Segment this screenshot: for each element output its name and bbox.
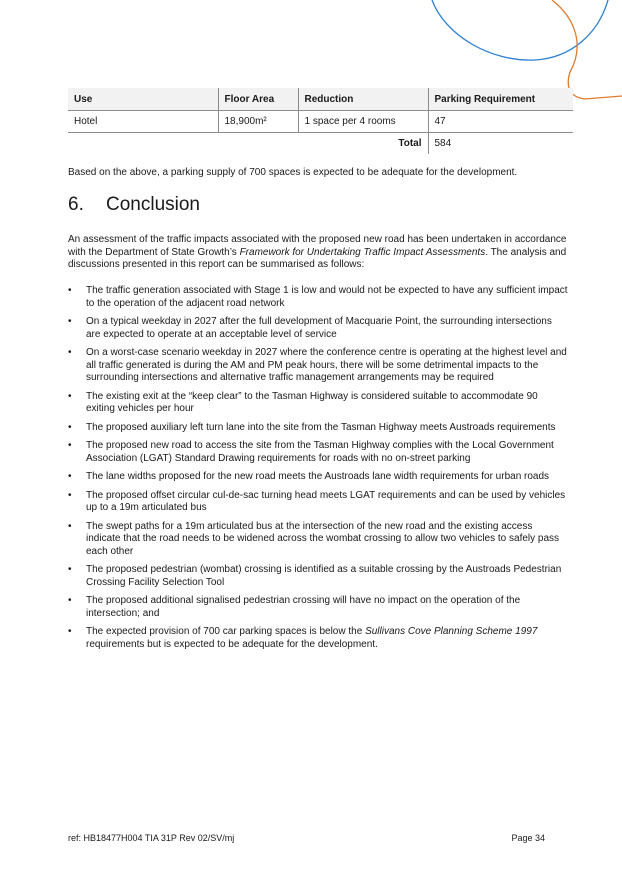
blue-arc bbox=[432, 0, 608, 60]
table-total-row bbox=[68, 133, 573, 155]
bullet-icon: • bbox=[68, 316, 72, 327]
footer-reference: ref: HB18477H004 TIA 31P Rev 02/SV/mj bbox=[68, 833, 235, 843]
list-item: • The proposed new road to access the site from the Tasman Highway complies with the Local Government Association (LGAT) Standard Drawing requirements for roads with no on-street parking bbox=[68, 440, 554, 464]
intro-paragraph: An assessment of the traffic impacts associated with the proposed new road has been undertaken in accordance with the Department of State Growth’s Framework for Undertaking Traffic Impact Assessments. The analysis and discussions presented in this report can be summarised as follows: bbox=[68, 234, 567, 270]
page-number: Page 34 bbox=[511, 833, 545, 843]
section-number: 6. bbox=[68, 194, 84, 215]
list-item: • On a worst-case scenario weekday in 2027 where the conference centre is operating at the highest level and all traffic generated is during the AM and PM peak hours, there will be some detrimental impacts to the surrounding intersections and alternative traffic management arrangements may be required bbox=[68, 347, 567, 383]
planning-scheme-title: Sullivans Cove Planning Scheme 1997 bbox=[365, 626, 538, 637]
bullet-icon: • bbox=[68, 421, 72, 433]
orange-arc bbox=[552, 0, 622, 99]
findings-list bbox=[68, 285, 568, 657]
table-row bbox=[68, 111, 573, 133]
section-title: Conclusion bbox=[106, 194, 200, 215]
bullet-icon: • bbox=[68, 520, 72, 532]
cell-requirement: 47 bbox=[428, 111, 573, 133]
list-item: • The traffic generation associated with Stage 1 is low and would not be expected to have any sufficient impact to the operation of the adjacent road network bbox=[68, 285, 568, 309]
list-item: • The proposed pedestrian (wombat) crossing is identified as a suitable crossing by the Austroads Pedestrian Crossing Facility Selection Tool bbox=[68, 564, 562, 588]
list-item: • The proposed additional signalised pedestrian crossing will have no impact on the operation of the intersection; and bbox=[68, 595, 521, 619]
total-label: Total bbox=[398, 138, 422, 149]
bullet-icon: • bbox=[68, 440, 72, 451]
bullet-icon: • bbox=[68, 390, 72, 402]
bullet-icon: • bbox=[68, 347, 72, 358]
header-floor-area: Floor Area bbox=[218, 88, 298, 111]
framework-title: Framework for Undertaking Traffic Impact Assessments bbox=[239, 246, 486, 258]
header-use: Use bbox=[68, 88, 218, 111]
total-value: 584 bbox=[428, 133, 573, 155]
cell-use: Hotel bbox=[68, 111, 218, 133]
cell-floor-area: 18,900m² bbox=[218, 111, 298, 133]
list-item: • On a typical weekday in 2027 after the full development of Macquarie Point, the surrounding intersections are expected to operate at an acceptable level of service bbox=[68, 316, 552, 340]
bullet-icon: • bbox=[68, 489, 72, 501]
parking-table bbox=[68, 88, 573, 154]
bullet-icon: • bbox=[68, 626, 72, 637]
parking-summary: Based on the above, a parking supply of 700 spaces is expected to be adequate for the development. bbox=[68, 167, 518, 178]
list-item: • The swept paths for a 19m articulated bus at the intersection of the new road and the existing access indicate that the road needs to be widened across the wombat crossing to allow two vehicles to safely pass each other bbox=[68, 520, 560, 557]
cell-reduction: 1 space per 4 rooms bbox=[298, 111, 428, 133]
bullet-icon: • bbox=[68, 595, 72, 606]
section-heading bbox=[68, 194, 200, 216]
bullet-icon: • bbox=[68, 564, 72, 575]
list-item: • The proposed auxiliary left turn lane into the site from the Tasman Highway meets Austroads requirements bbox=[68, 421, 556, 433]
bullet-icon: • bbox=[68, 471, 72, 482]
list-item: • The lane widths proposed for the new road meets the Austroads lane width requirements for urban roads bbox=[68, 471, 550, 482]
list-item: • The proposed offset circular cul-de-sac turning head meets LGAT requirements and can be used by vehicles up to a 19m articulated bus bbox=[68, 489, 566, 513]
list-item: • The existing exit at the “keep clear” to the Tasman Highway is considered suitable to accommodate 90 exiting vehicles per hour bbox=[68, 390, 538, 414]
header-reduction: Reduction bbox=[298, 88, 428, 111]
header-parking-requirement: Parking Requirement bbox=[428, 88, 573, 111]
list-item: • The expected provision of 700 car parking spaces is below the Sullivans Cove Planning Scheme 1997 requirements but is expected to be adequate for the development. bbox=[68, 626, 538, 650]
table-header-row bbox=[68, 88, 573, 111]
bullet-icon: • bbox=[68, 285, 72, 296]
